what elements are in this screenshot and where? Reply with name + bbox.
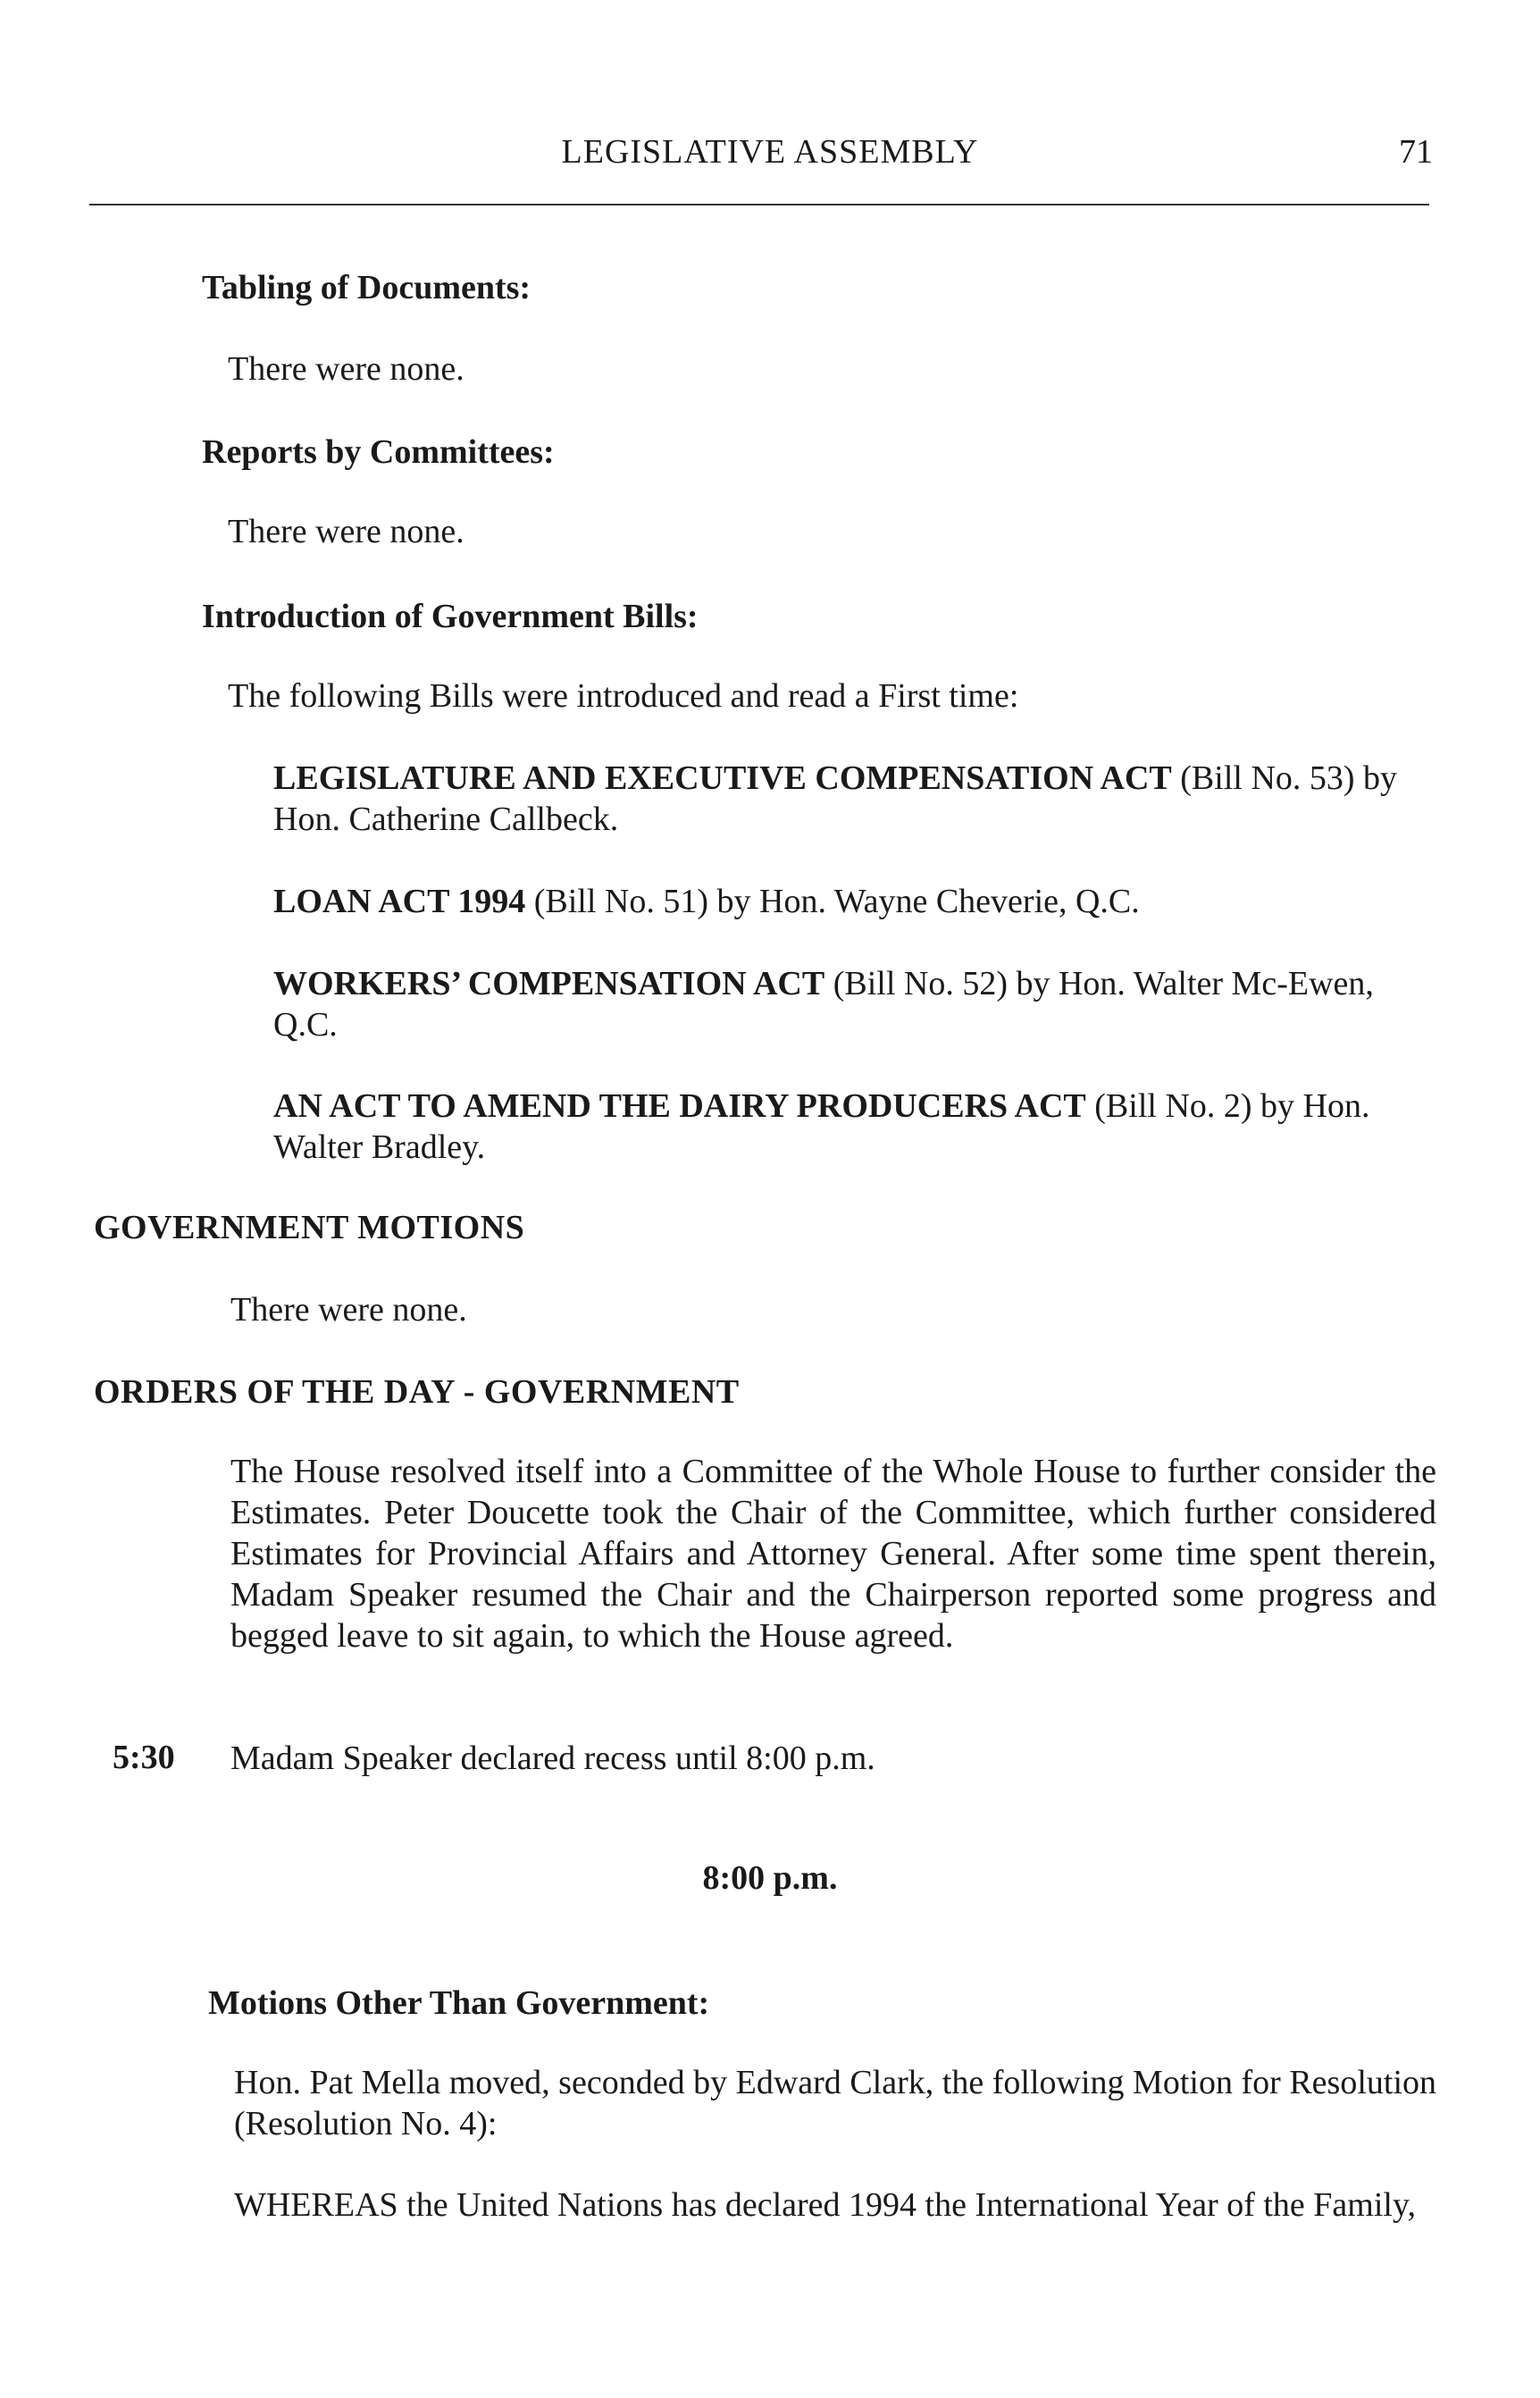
bill-entry [273, 1086, 1435, 1168]
bill-entry [273, 963, 1435, 1045]
reports-text: There were none. [228, 513, 465, 550]
gov-bills-intro: The following Bills were introduced and read a First time: [228, 677, 1019, 715]
evening-time: 8:00 p.m. [702, 1859, 838, 1897]
page-number: 71 [1399, 133, 1433, 171]
orders-heading: ORDERS OF THE DAY - GOVERNMENT [94, 1373, 740, 1411]
gov-motions-heading: GOVERNMENT MOTIONS [94, 1209, 525, 1246]
recess-text: Madam Speaker declared recess until 8:00 p.m. [230, 1740, 875, 1777]
bill-detail: (Bill No. 2) by Hon. Walter Bradley. [273, 1087, 1370, 1166]
motions-other-heading: Motions Other Than Government: [208, 1984, 710, 2022]
header-rule [89, 204, 1429, 205]
bill-detail: (Bill No. 52) by Hon. Walter Mc-Ewen, Q.C. [273, 965, 1374, 1044]
recess-time: 5:30 [113, 1739, 175, 1776]
bill-title: LOAN ACT 1994 [273, 883, 526, 920]
gov-bills-heading: Introduction of Government Bills: [202, 598, 699, 635]
bill-entry [273, 881, 1435, 922]
bill-title: LEGISLATURE AND EXECUTIVE COMPENSATION ACT [273, 759, 1172, 797]
bill-detail: (Bill No. 53) by Hon. Catherine Callbeck. [273, 759, 1398, 838]
motions-other-moved: Hon. Pat Mella moved, seconded by Edward Clark, the following Motion for Resolution (Resolution No. 4): [234, 2064, 1436, 2142]
bill-entry [273, 758, 1435, 840]
orders-paragraph: The House resolved itself into a Committee of the Whole House to further consider the Estimates. Peter Doucette took the Chair of the Committee, which further considered Estimates for Provincial Affairs and Attorney General. After some time spent therein, Madam Speaker resumed the Chair and the Chairperson reported some progress and begged leave to sit again, to which the House agreed. [230, 1453, 1436, 1655]
gov-motions-text: There were none. [230, 1291, 467, 1329]
bill-detail: (Bill No. 51) by Hon. Wayne Cheverie, Q.C. [525, 883, 1140, 920]
tabling-heading: Tabling of Documents: [202, 269, 531, 306]
tabling-text: There were none. [228, 350, 465, 388]
running-header-title: LEGISLATIVE ASSEMBLY [561, 133, 979, 171]
motions-other-whereas: WHEREAS the United Nations has declared 1994 the International Year of the Family, [234, 2186, 1417, 2224]
reports-heading: Reports by Committees: [202, 433, 555, 471]
bill-title: WORKERS’ COMPENSATION ACT [273, 965, 825, 1002]
bill-title: AN ACT TO AMEND THE DAIRY PRODUCERS ACT [273, 1087, 1086, 1125]
